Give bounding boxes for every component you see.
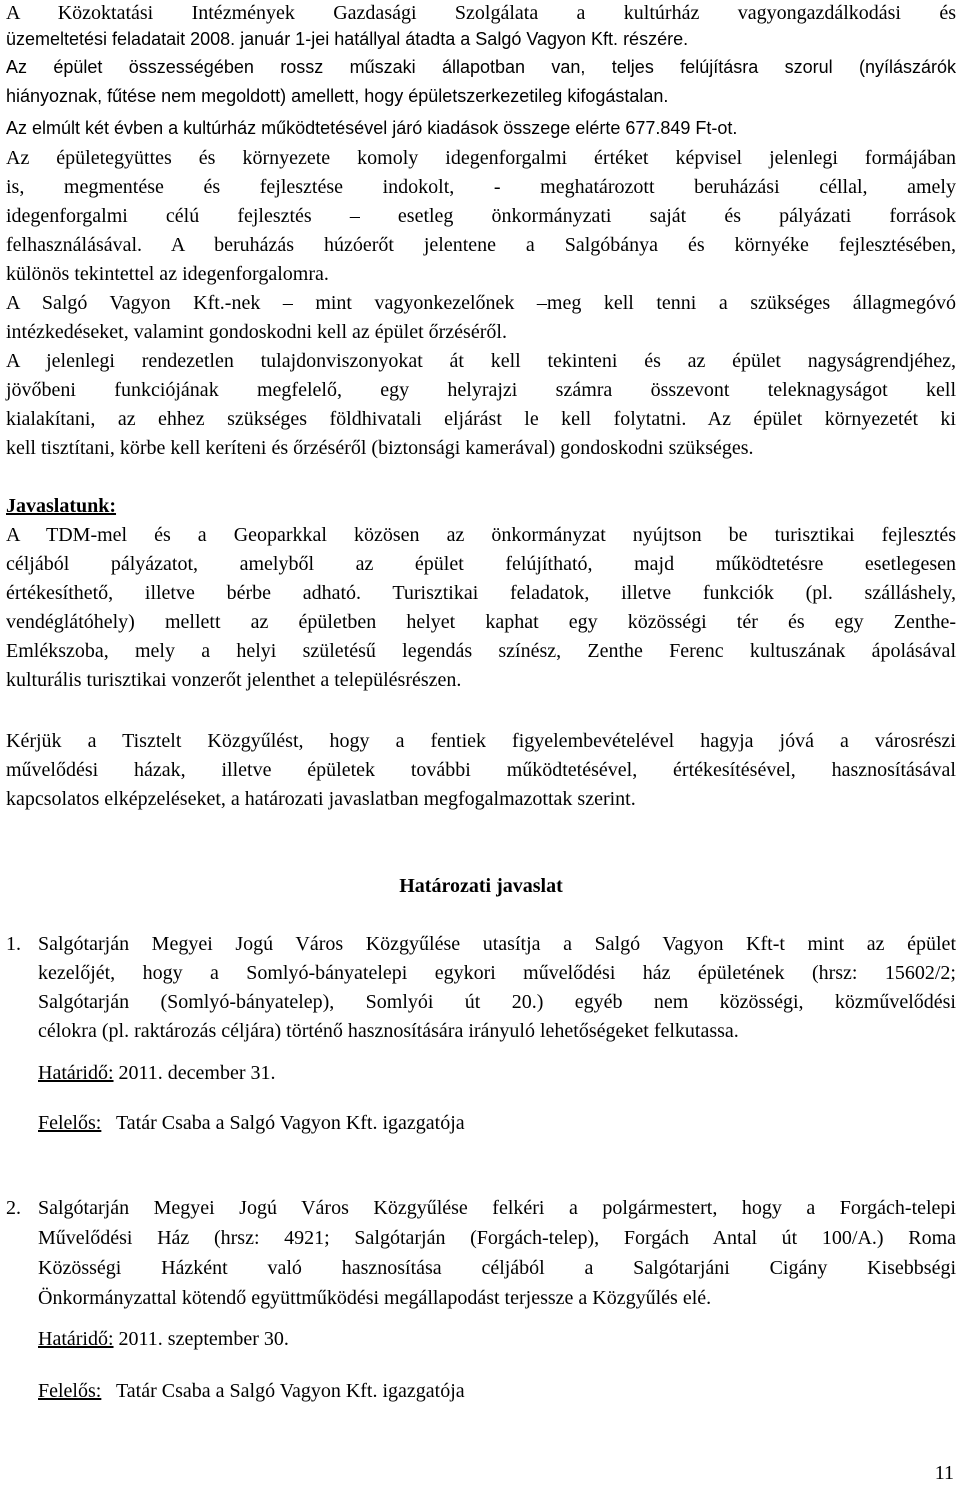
intro-line-5: Az elmúlt két évben a kultúrház működtetésével járó kiadások összege elérte 677.849 Ft-ot. [6, 118, 738, 138]
proposal-line-4: vendéglátóhely) mellett az épületben helyet kaphat egy közösségi tér és egy Zenthe- [6, 611, 956, 633]
deadline-label: Határidő: [38, 1062, 114, 1084]
resolution-item-1-deadline [38, 1060, 956, 1086]
resolution-item-1-line-1: Salgótarján Megyei Jogú Város Közgyűlése utasítja a Salgó Vagyon Kft-t mint az épület [38, 933, 956, 955]
resolution-item-1-line-3: Salgótarján (Somlyó-bányatelep), Somlyói út 20.) egyéb nem közösségi, közművelődési [38, 991, 956, 1013]
para3-line-1: A Salgó Vagyon Kft.-nek – mint vagyonkezelőnek –meg kell tenni a szükséges állagmegóvó [6, 292, 956, 314]
para4-line-1: A jelenlegi rendezetlen tulajdonviszonyokat át kell tekinteni és az épület nagyságrendjéhez, [6, 350, 956, 372]
responsible-value: Tatár Csaba a Salgó Vagyon Kft. igazgatója [101, 1112, 465, 1134]
para3-line-2: intézkedéseket, valamint gondoskodni kell az épület őrzéséről. [6, 321, 507, 343]
resolution-title: Határozati javaslat [399, 875, 563, 897]
resolution-item-2-line-2: Művelődési Ház (hrsz: 4921; Salgótarján (Forgách-telep), Forgách Antal út 100/A.) Roma [38, 1227, 956, 1249]
proposal-line-1: A TDM-mel és a Geoparkkal közösen az önkormányzat nyújtson be turisztikai fejlesztés [6, 524, 956, 546]
resolution-item-2-line-4: Önkormányzattal kötendő együttműködési megállapodást terjessze a Közgyűlés elé. [38, 1287, 712, 1309]
para4-line-4: kell tisztítani, körbe kell keríteni és őrzéséről (biztonsági kamerával) gondoskodni szükséges. [6, 437, 754, 459]
responsible-label: Felelős: [38, 1380, 102, 1402]
proposal-line-5: Emlékszoba, mely a helyi születésű legendás színész, Zenthe Ferenc kultuszának ápolásával [6, 640, 956, 662]
proposal-line-2: céljából pályázatot, amelyből az épület felújítható, majd működtetésre esetlegesen [6, 553, 956, 575]
deadline-label: Határidő: [38, 1328, 114, 1350]
request-line-1: Kérjük a Tisztelt Közgyűlést, hogy a fentiek figyelembevételével hagyja jóvá a városrészi [6, 730, 956, 752]
para2-line-2: is, megmentése és fejlesztése indokolt, - meghatározott beruházási céllal, amely [6, 176, 956, 198]
responsible-value: Tatár Csaba a Salgó Vagyon Kft. igazgatója [101, 1380, 465, 1402]
page-number: 11 [934, 1462, 954, 1484]
para4-line-3: kialakítani, az ehhez szükséges földhivatali eljárást le kell folytatni. Az épület környezetét ki [6, 408, 956, 430]
resolution-item-2-responsible [38, 1378, 956, 1404]
para2-line-1: Az épületegyüttes és környezete komoly idegenforgalmi értéket képvisel jelenlegi formájában [6, 147, 956, 169]
resolution-item-2-number: 2. [6, 1197, 21, 1219]
para2-line-4: felhasználásával. A beruházás húzóerőt jelentene a Salgóbánya és környéke fejlesztésében, [6, 234, 956, 256]
para2-line-3: idegenforgalmi célú fejlesztés – esetleg önkormányzati saját és pályázati források [6, 205, 956, 227]
resolution-item-2-line-3: Közösségi Házként való hasznosítása céljából a Salgótarjáni Cigány Kisebbségi [38, 1257, 956, 1279]
intro-line-4: hiányoznak, fűtése nem megoldott) amellett, hogy épületszerkezetileg kifogástalan. [6, 86, 669, 106]
resolution-item-1-line-4: célokra (pl. raktározás céljára) történő hasznosítására irányuló lehetőségeket felkutassa. [38, 1020, 739, 1042]
proposal-line-6: kulturális turisztikai vonzerőt jelenthet a településrészen. [6, 669, 462, 691]
resolution-item-1-responsible [38, 1110, 956, 1136]
responsible-label: Felelős: [38, 1112, 102, 1134]
resolution-item-2-deadline [38, 1326, 956, 1352]
intro-line-3: Az épület összességében rossz műszaki állapotban van, teljes felújításra szorul (nyílászárók [6, 57, 956, 77]
request-line-3: kapcsolatos elképzeléseket, a határozati javaslatban megfogalmazottak szerint. [6, 788, 636, 810]
deadline-value: 2011. december 31. [113, 1062, 276, 1084]
request-line-2: művelődési házak, illetve épületek további működtetésével, értékesítésével, hasznosításával [6, 759, 956, 781]
para2-line-5: különös tekintettel az idegenforgalomra. [6, 263, 329, 285]
resolution-item-1-line-2: kezelőjét, hogy a Somlyó-bányatelepi egykori művelődési ház épületének (hrsz: 15602/2; [38, 962, 956, 984]
resolution-item-2-line-1: Salgótarján Megyei Jogú Város Közgyűlése felkéri a polgármestert, hogy a Forgách-telepi [38, 1197, 956, 1219]
intro-line-1: A Közoktatási Intézmények Gazdasági Szolgálata a kultúrház vagyongazdálkodási és [6, 2, 956, 24]
deadline-value: 2011. szeptember 30. [113, 1328, 289, 1350]
proposal-label: Javaslatunk: [6, 495, 117, 517]
para4-line-2: jövőbeni funkciójának megfelelő, egy helyrajzi számra összevont teleknagyságot kell [6, 379, 956, 401]
proposal-line-3: értékesíthető, illetve bérbe adható. Turisztikai feladatok, illetve funkciók (pl. szálláshely, [6, 582, 956, 604]
intro-line-2: üzemeltetési feladatait 2008. január 1-jei hatállyal átadta a Salgó Vagyon Kft. részére. [6, 29, 689, 49]
resolution-item-1-number: 1. [6, 933, 21, 955]
